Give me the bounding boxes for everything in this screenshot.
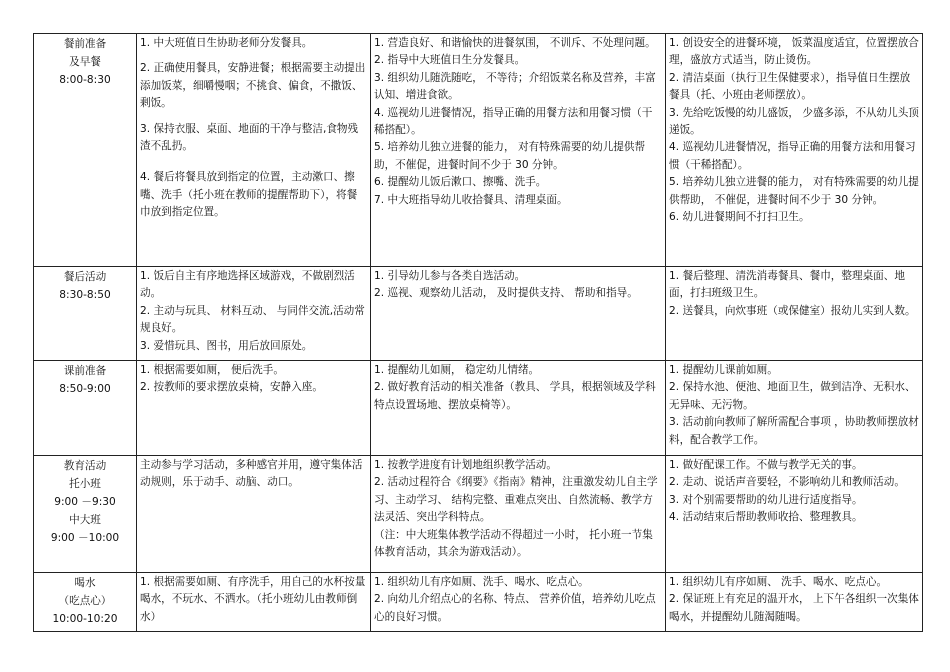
caregiver-duty-cell bbox=[666, 361, 923, 456]
period-cell: 喝水 （吃点心） 10:00-10:20 bbox=[34, 573, 137, 632]
list-item: 4. 巡视幼儿进餐情况，指导正确的用餐方法和用餐习惯（干稀搭配）。 bbox=[669, 141, 916, 171]
table-row bbox=[34, 361, 923, 456]
list-item: 1. 创设安全的进餐环境， 饭菜温度适宜，位置摆放合理，盛放方式适当，防止烫伤。 bbox=[669, 37, 919, 67]
teacher-duty-cell bbox=[371, 267, 666, 361]
period-cell: 课前准备 8:50-9:00 bbox=[34, 361, 137, 456]
list-item: 1. 饭后自主有序地选择区域游戏，不做剧烈活动。 bbox=[140, 270, 355, 300]
list-item: 1. 根据需要如厕、有序洗手，用自己的水杯按量喝水，不玩水、不洒水。（托小班幼儿由教师倒水） bbox=[140, 576, 366, 623]
list-item: 7. 中大班指导幼儿收拾餐具、清理桌面。 bbox=[374, 193, 568, 206]
list-item: 4. 活动结束后帮助教师收拾、整理教具。 bbox=[669, 511, 863, 524]
list-item: 5. 培养幼儿独立进餐的能力， 对有特殊需要的幼儿提供帮助， 不催促，进餐时间不少于 30 分钟。 bbox=[669, 176, 919, 206]
teacher-duty-cell bbox=[371, 456, 666, 573]
table-row bbox=[34, 573, 923, 632]
teacher-note: （注：中大班集体教学活动不得超过一小时， 托小班一节集体教育活动，其余为游戏活动）。 bbox=[374, 528, 653, 559]
period-cell: 餐后活动 8:30-8:50 bbox=[34, 267, 137, 361]
table-row bbox=[34, 267, 923, 361]
list-item: 1. 组织幼儿有序如厕、洗手、喝水、吃点心。 bbox=[374, 576, 589, 588]
list-item: 3. 组织幼儿随洗随吃， 不等待；介绍饭菜名称及营养，丰富认知、增进食欲。 bbox=[374, 71, 656, 102]
list-item: 2. 按教师的要求摆放桌椅，安静入座。 bbox=[140, 381, 323, 394]
list-item: 4. 餐后将餐具放到指定的位置，主动漱口、擦嘴、洗手（托小班在教师的提醒帮助下），将餐巾放到指定位置。 bbox=[140, 171, 358, 219]
teacher-duty-cell bbox=[371, 361, 666, 456]
list-item: 1. 营造良好、和谐愉快的进餐氛围， 不训斥、不处理问题。 bbox=[374, 37, 656, 49]
child-activity-cell bbox=[137, 267, 371, 361]
list-item: 2. 主动与玩具、 材料互动、 与同伴交流,活动常规良好。 bbox=[140, 304, 365, 335]
list-item: 6. 提醒幼儿饭后漱口、擦嘴、洗手。 bbox=[374, 176, 547, 189]
list-item: 2. 走动、说话声音要轻，不影响幼儿和教师活动。 bbox=[669, 476, 905, 489]
list-item: 4. 巡视幼儿进餐情况，指导正确的用餐方法和用餐习惯（干稀搭配）。 bbox=[374, 106, 653, 137]
list-item: 1. 中大班值日生协助老师分发餐具。 bbox=[140, 37, 313, 49]
list-item: 2. 做好教育活动的相关准备（教具、 学具，根据领域及学科特点设置场地、摆放桌椅等）。 bbox=[374, 381, 656, 411]
list-item: 2. 送餐具，向炊事班（或保健室）报幼儿实到人数。 bbox=[669, 304, 916, 317]
teacher-duty-cell bbox=[371, 573, 666, 632]
caregiver-duty-cell bbox=[666, 267, 923, 361]
list-item: 3. 先给吃饭慢的幼儿盛饭， 少盛多添，不从幼儿头顶递饭。 bbox=[669, 106, 919, 137]
list-item: 1. 做好配课工作。不做与教学无关的事。 bbox=[669, 459, 863, 471]
caregiver-duty-cell bbox=[666, 456, 923, 573]
child-activity-cell bbox=[137, 361, 371, 456]
list-item: 2. 清洁桌面（执行卫生保健要求），指导值日生摆放餐具（托、小班由老师摆放）。 bbox=[669, 71, 911, 102]
daily-schedule-table bbox=[33, 33, 923, 632]
list-item: 2. 指导中大班值日生分发餐具。 bbox=[374, 54, 526, 67]
child-activity-cell bbox=[137, 34, 371, 267]
list-item: 1. 餐后整理、清洗消毒餐具、餐巾，整理桌面、地面，打扫班级卫生。 bbox=[669, 270, 905, 300]
list-item: 2. 保证班上有充足的温开水， 上下午各组织一次集体喝水，并提醒幼儿随渴随喝。 bbox=[669, 593, 919, 623]
list-item: 1. 引导幼儿参与各类自选活动。 bbox=[374, 270, 526, 282]
list-item: 2. 正确使用餐具，安静进餐；根据需要主动提出添加饭菜，细嚼慢咽；不挑食、偏食，不撒饭、剩饭。 bbox=[140, 62, 366, 110]
table-row bbox=[34, 456, 923, 573]
period-cell: 教育活动 托小班 9:00 －9:30 中大班 9:00 －10:00 bbox=[34, 456, 137, 573]
list-item: 主动参与学习活动，多种感官并用，遵守集体活动规则，乐于动手、动脑、动口。 bbox=[140, 459, 363, 489]
table-row bbox=[34, 34, 923, 267]
list-item: 2. 巡视、观察幼儿活动， 及时提供支持、 帮助和指导。 bbox=[374, 287, 638, 300]
list-item: 3. 保持衣服、桌面、地面的干净与整洁,食物残渣不乱扔。 bbox=[140, 122, 359, 153]
child-activity-cell bbox=[137, 573, 371, 632]
list-item: 6. 幼儿进餐期间不打扫卫生。 bbox=[669, 211, 810, 224]
list-item: 5. 培养幼儿独立进餐的能力， 对有特殊需要的幼儿提供帮助，不催促，进餐时间不少于 30 分钟。 bbox=[374, 141, 646, 171]
list-item: 2. 保持水池、便池、地面卫生，做到洁净、无积水、无异味、无污物。 bbox=[669, 381, 916, 411]
list-item: 1. 提醒幼儿课前如厕。 bbox=[669, 364, 778, 376]
teacher-duty-cell bbox=[371, 34, 666, 267]
list-item: 1. 根据需要如厕， 便后洗手。 bbox=[140, 364, 284, 376]
list-item: 1. 按教学进度有计划地组织教学活动。 bbox=[374, 459, 557, 471]
list-item: 3. 对个别需要帮助的幼儿进行适度指导。 bbox=[669, 493, 863, 506]
caregiver-duty-cell bbox=[666, 34, 923, 267]
period-cell: 餐前准备 及早餐 8:00-8:30 bbox=[34, 34, 137, 267]
child-activity-cell bbox=[137, 456, 371, 573]
list-item: 2. 活动过程符合《纲要》《指南》精神，注重激发幼儿自主学习、主动学习、 结构完整、重难点突出、自然流畅、教学方法灵活、突出学科特点。 bbox=[374, 476, 658, 524]
list-item: 2. 向幼儿介绍点心的名称、特点、 营养价值，培养幼儿吃点心的良好习惯。 bbox=[374, 593, 656, 623]
caregiver-duty-cell bbox=[666, 573, 923, 632]
list-item: 1. 组织幼儿有序如厕、 洗手、喝水、吃点心。 bbox=[669, 576, 888, 588]
list-item: 3. 活动前向教师了解所需配合事项 ，协助教师摆放材料，配合教学工作。 bbox=[669, 416, 919, 446]
list-item: 1. 提醒幼儿如厕， 稳定幼儿情绪。 bbox=[374, 364, 540, 376]
list-item: 3. 爱惜玩具、图书，用后放回原处。 bbox=[140, 339, 313, 352]
